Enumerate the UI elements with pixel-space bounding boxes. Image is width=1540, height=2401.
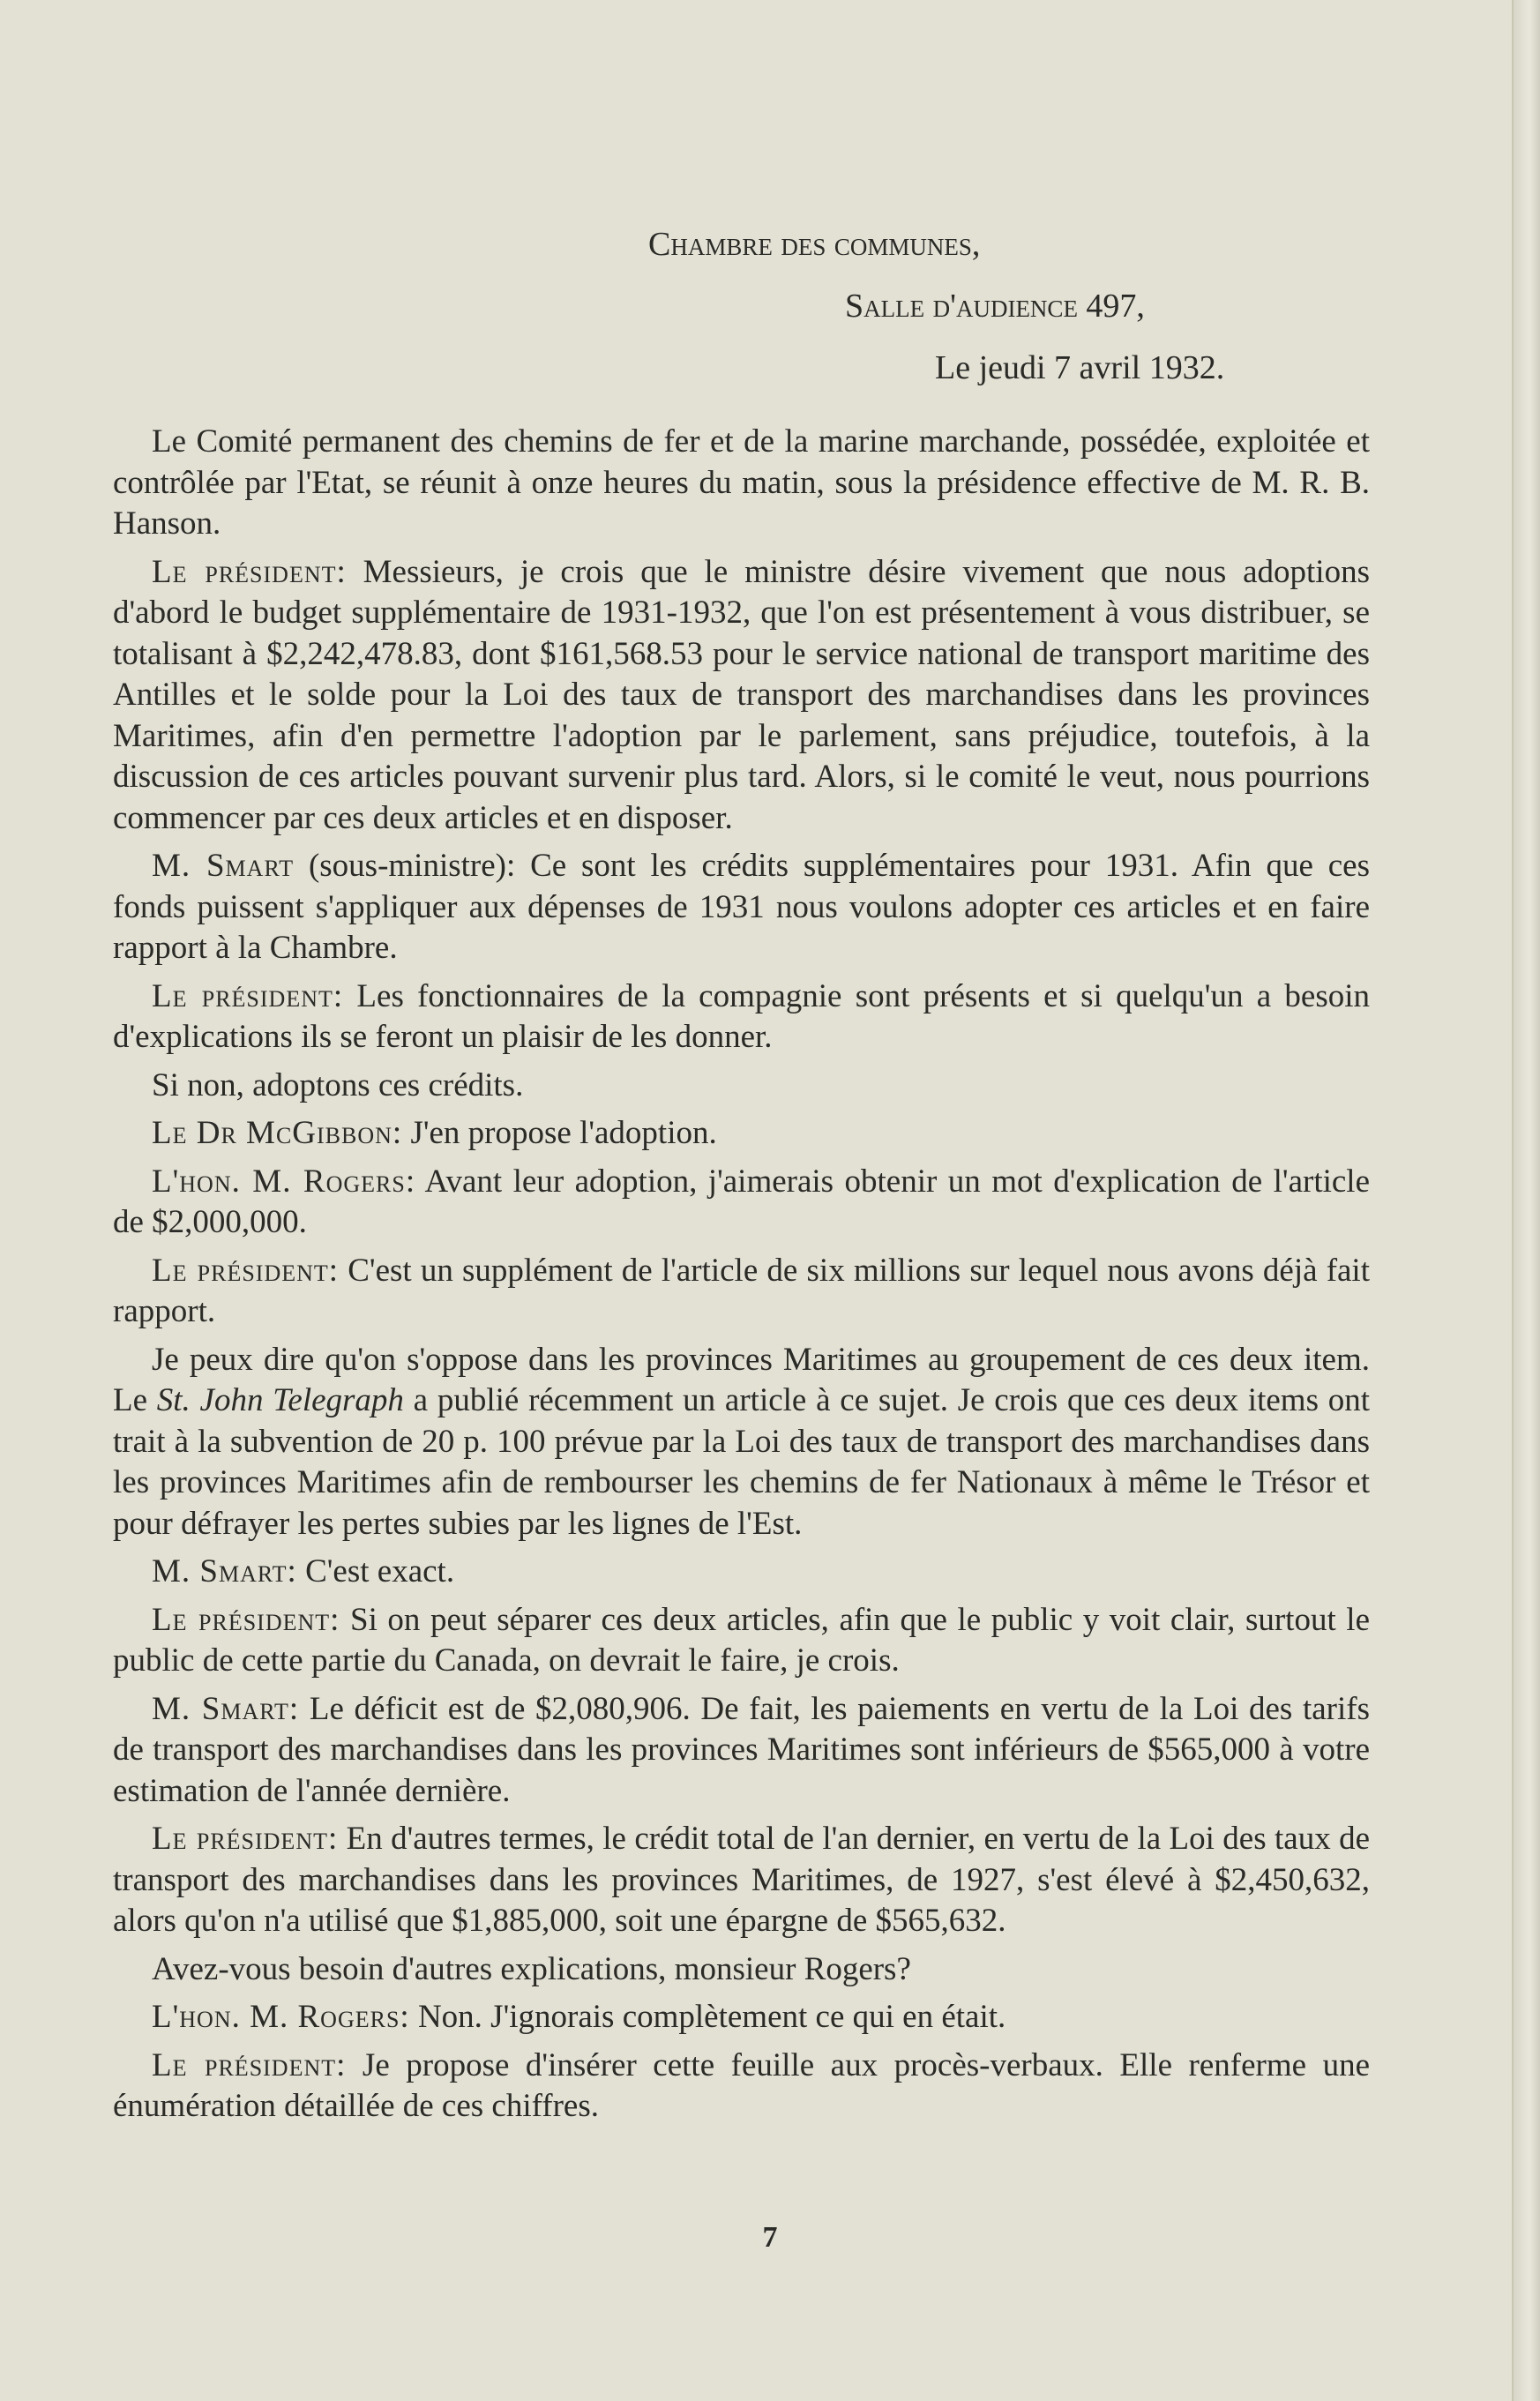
paragraph-president-6 [113,2046,1370,2128]
speaker-label: Le président: [152,553,347,590]
paragraph-text: Le Comité permanent des chemins de fer et de la marine marchande, possédée, exploitée et contrôlée par l'Etat, se réunit à onze heures du matin, sous la présidence effective de M. R. B. Hanson. [113,423,1370,542]
paragraph-text: Le déficit est de $2,080,906. De fait, les paiements en vertu de la Loi des tarifs de transport des marchandises dans les provinces Maritimes sont inférieurs de $565,000 à votre estimation de l'année dernière. [113,1690,1370,1809]
speaker-label: Le président: [152,2046,347,2083]
paragraph-rogers-2 [113,1997,1370,2038]
paragraph-text: C'est exact. [296,1553,455,1589]
paragraph-president-2 [113,976,1370,1058]
paragraph-question [113,1949,1370,1991]
header-date: Le jeudi 7 avril 1932. [935,349,1225,386]
paragraph-mcgibbon [113,1113,1370,1155]
speaker-label: M. Smart: [152,1690,300,1727]
paragraph-president-5 [113,1819,1370,1942]
speaker-label: Le président: [152,977,344,1014]
paragraph-text: Je peux dire qu'on s'oppose dans les provinces Maritimes au groupement de ces deux item. Le [113,1341,1370,1418]
page-number: 7 [762,2221,778,2254]
speaker-label: Le président: [152,1821,339,1857]
paragraph-president-3 [113,1251,1370,1333]
speaker-label: Le président: [152,1252,340,1289]
speaker-label: Le président: [152,1601,340,1638]
speaker-label: L'hon. M. Rogers: [152,1163,416,1200]
speaker-label: M. Smart [152,848,295,884]
paragraph-text: Si non, adoptons ces crédits. [152,1066,524,1103]
paragraph-smart-2 [113,1552,1370,1593]
paragraph-maritimes-note [113,1340,1370,1545]
paragraph-text: Si on peut séparer ces deux articles, afin que le public y voit clair, surtout le public de cette partie du Canada, on devrait le faire, je crois. [113,1601,1370,1679]
paragraph-opening [113,422,1370,545]
paragraph-president-4 [113,1600,1370,1682]
paragraph-president-1 [113,552,1370,840]
paragraph-text: J'en propose l'adoption. [402,1115,717,1151]
paragraph-text: C'est un supplément de l'article de six millions sur lequel nous avons déjà fait rapport. [113,1252,1370,1329]
header-room: Salle d'audience 497, [845,288,1145,325]
document-body [113,422,1370,2135]
paragraph-text: a publié récemment un article à ce sujet. Je crois que ces deux items ont trait à la subvention de 20 p. 100 prévue par la Loi des taux de transport des marchandises dans les provinces Maritimes afin de rembourser les chemins de fer Nationaux à même le Trésor et pour défrayer les pertes subies par les lignes de l'Est. [113,1382,1370,1542]
paragraph-text: Les fonctionnaires de la compagnie sont présents et si quelqu'un a besoin d'explications ils se feront un plaisir de les donner. [113,977,1371,1055]
header-chamber: Chambre des communes, [648,226,981,263]
speaker-label: Le Dr McGibbon: [152,1115,403,1151]
paragraph-rogers-1 [113,1162,1370,1244]
speaker-label: M. Smart: [152,1553,297,1589]
paragraph-text: (sous-ministre): Ce sont les crédits supplémentaires pour 1931. Afin que ces fonds puissent s'appliquer aux dépenses de 1931 nous voulons adopter ces articles et en faire rapport à la Chambre. [113,848,1370,966]
paragraph-text: En d'autres termes, le crédit total de l'an dernier, en vertu de la Loi des taux de transport des marchandises dans les provinces Maritimes, de 1927, s'est élevé à $2,450,632, alors qu'on n'a utilisé que $1,885,000, soit une épargne de $565,632. [113,1821,1370,1939]
speaker-label: L'hon. M. Rogers: [152,1999,410,2035]
paragraph-text: Non. J'ignorais complètement ce qui en était. [409,1999,1006,2035]
paragraph-text: Avez-vous besoin d'autres explications, monsieur Rogers? [152,1950,911,1987]
paragraph-text: Messieurs, je crois que le ministre désire vivement que nous adoptions d'abord le budget supplémentaire de 1931-1932, que l'on est présentement à vous distribuer, se totalisant à $2,242,478.83, dont $161,568.53 pour le service national de transport maritime des Antilles et le solde pour la Loi des taux de transport des marchandises dans les provinces Maritimes, afin d'en permettre l'adoption par le parlement, sans préjudice, toutefois, à la discussion de ces articles pouvant survenir plus tard. Alors, si le comité le veut, nous pourrions commencer par ces deux articles et en disposer. [113,553,1370,836]
paragraph-adoption-note [113,1066,1370,1107]
paragraph-text: Je propose d'insérer cette feuille aux procès-verbaux. Elle renferme une énumération détaillée de ces chiffres. [113,2046,1370,2124]
paragraph-smart-3 [113,1689,1370,1813]
paragraph-smart-1 [113,846,1370,969]
newspaper-title: St. John Telegraph [156,1382,404,1418]
paragraph-text: Avant leur adoption, j'aimerais obtenir un mot d'explication de l'article de $2,000,000. [113,1163,1371,1240]
page-edge [1512,0,1540,2401]
